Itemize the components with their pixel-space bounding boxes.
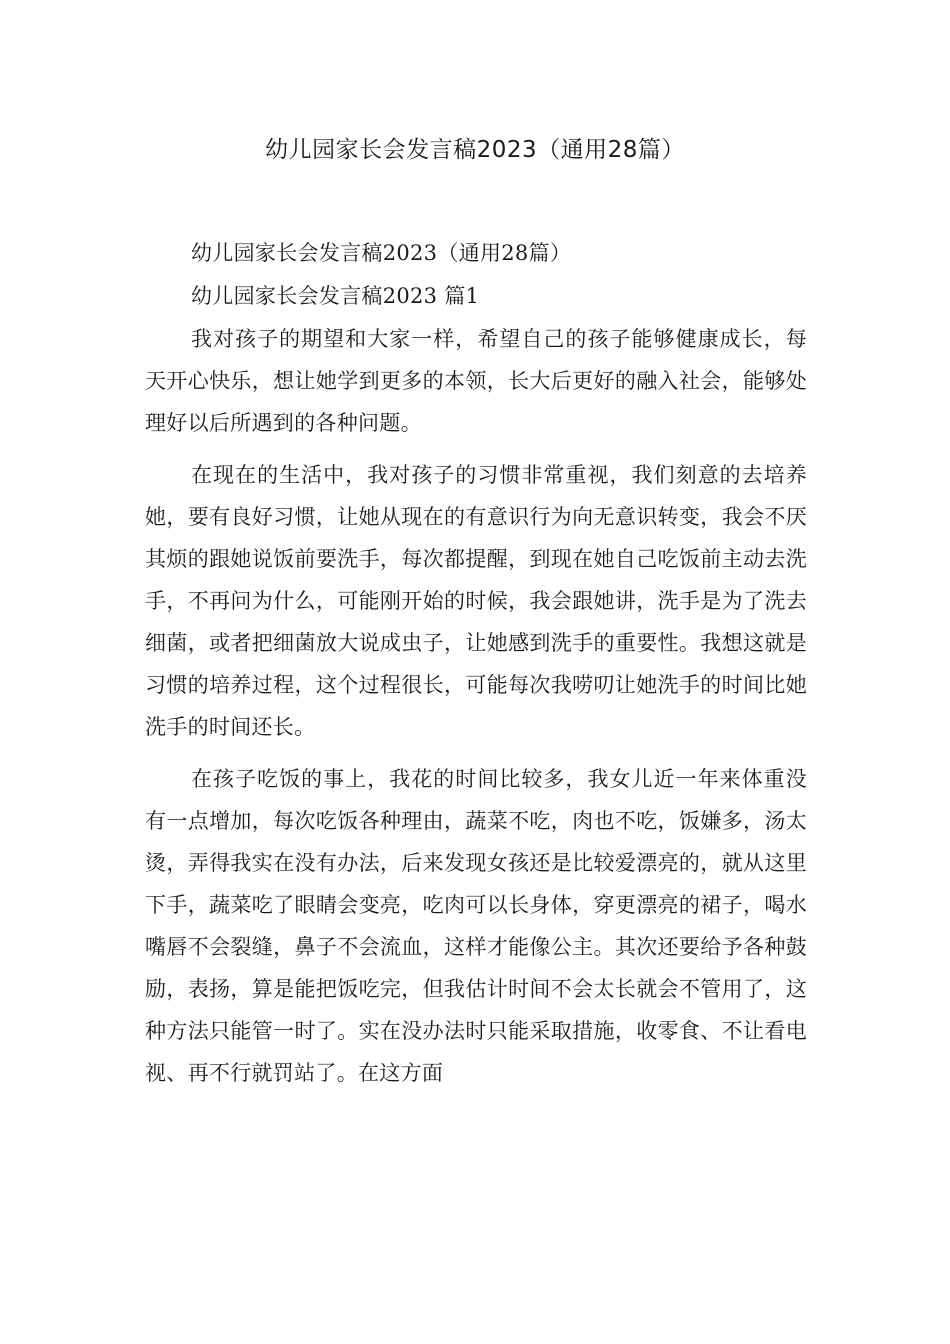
document-body xyxy=(145,232,807,1104)
document-title: 幼儿园家长会发言稿2023（通用28篇） xyxy=(265,137,685,163)
section-heading: 幼儿园家长会发言稿2023 篇1 xyxy=(191,284,480,308)
paragraph: 在现在的生活中，我对孩子的习惯非常重视，我们刻意的去培养她，要有良好习惯，让她从现在的有意识行为向无意识转变，我会不厌其烦的跟她说饭前要洗手，每次都提醒，到现在她自己吃饭前主动去洗手，不再问为什么，可能刚开始的时候，我会跟她讲，洗手是为了洗去细菌，或者把细菌放大说成虫子，让她感到洗手的重要性。我想这就是习惯的培养过程，这个过程很长，可能每次我唠叨让她洗手的时间比她洗手的时间还长。 xyxy=(145,463,807,739)
paragraph: 我对孩子的期望和大家一样，希望自己的孩子能够健康成长，每天开心快乐，想让她学到更多的本领，长大后更好的融入社会，能够处理好以后所遇到的各种问题。 xyxy=(145,327,807,435)
paragraph: 在孩子吃饭的事上，我花的时间比较多，我女儿近一年来体重没有一点增加，每次吃饭各种理由，蔬菜不吃，肉也不吃，饭嫌多，汤太烫，弄得我实在没有办法，后来发现女孩还是比较爱漂亮的，就从这里下手，蔬菜吃了眼睛会变亮，吃肉可以长身体，穿更漂亮的裙子，喝水嘴唇不会裂缝，鼻子不会流血，这样才能像公主。其次还要给予各种鼓励，表扬，算是能把饭吃完，但我估计时间不会太长就会不管用了，这种方法只能管一时了。实在没办法时只能采取措施，收零食、不让看电视、再不行就罚站了。在这方面 xyxy=(145,767,807,1085)
document-subtitle: 幼儿园家长会发言稿2023（通用28篇） xyxy=(191,241,572,265)
